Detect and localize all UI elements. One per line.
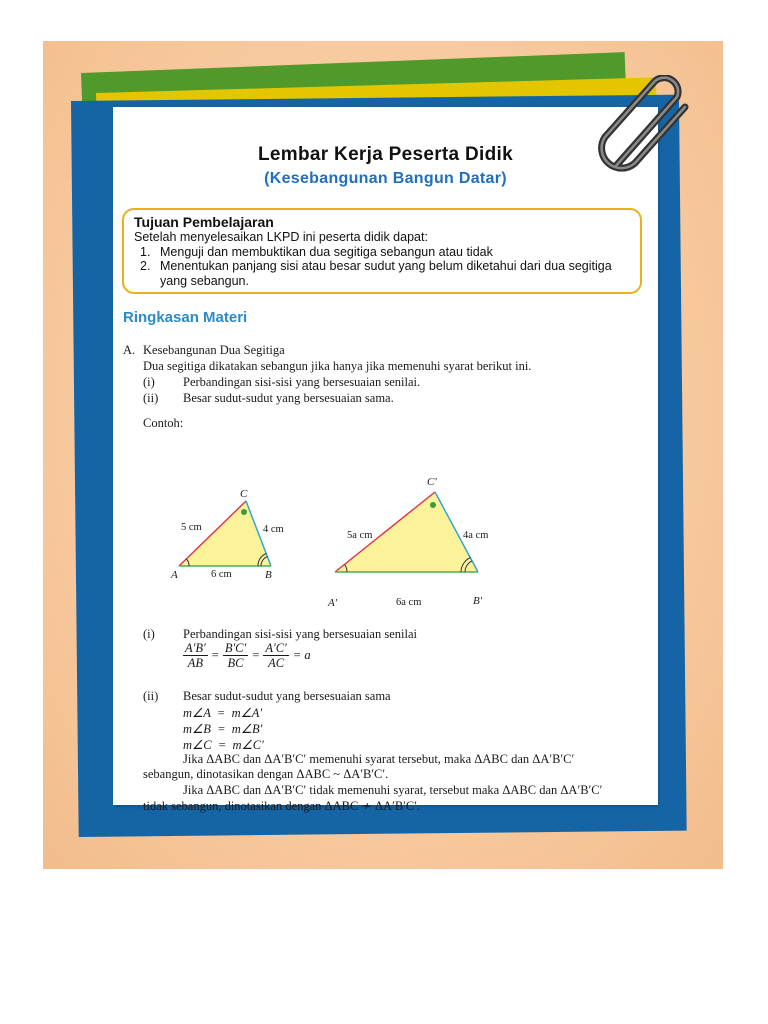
goal-item bbox=[134, 259, 630, 288]
explanation-ii-number: (ii) bbox=[143, 689, 159, 703]
vertex-label-a: A bbox=[171, 569, 178, 581]
angle-equality: m∠C = m∠C′ bbox=[183, 738, 264, 752]
goals-heading: Tujuan Pembelajaran bbox=[134, 214, 274, 230]
worksheet-title: Lembar Kerja Peserta Didik bbox=[258, 144, 513, 165]
goals-intro: Setelah menyelesaikan LKPD ini peserta didik dapat: bbox=[134, 230, 428, 244]
angle-equality: m∠A = m∠A′ bbox=[183, 706, 263, 720]
condition-number: (i) bbox=[143, 375, 155, 389]
summary-heading: Ringkasan Materi bbox=[123, 309, 248, 326]
condition-text: Besar sudut-sudut yang bersesuaian sama. bbox=[183, 391, 394, 405]
explanation-i-text: Perbandingan sisi-sisi yang bersesuaian senilai bbox=[183, 627, 417, 641]
side-label-b-prime-c-prime: 4a cm bbox=[463, 530, 489, 541]
goal-number: 2. bbox=[140, 259, 151, 273]
side-label-bc: 4 cm bbox=[263, 524, 284, 535]
paperclip-icon bbox=[595, 75, 703, 183]
goal-number: 1. bbox=[140, 244, 151, 259]
ratio-result: = a bbox=[292, 648, 311, 662]
worksheet-paper bbox=[113, 107, 658, 813]
side-ratio-equation: $\frac{A'B'}{AB}$ = $\frac{B'C'}{BC}$ = $\frac{A'C'}{AC}$ = a bbox=[185, 641, 311, 670]
vertex-label-c-prime: C′ bbox=[427, 476, 437, 488]
goal-item bbox=[134, 245, 630, 260]
section-label: A. bbox=[123, 343, 136, 357]
side-label-a-prime-c-prime: 5a cm bbox=[347, 530, 373, 541]
similar-triangles-figure bbox=[113, 427, 658, 577]
vertex-label-a-prime: A′ bbox=[328, 597, 338, 609]
side-label-a-prime-b-prime: 6a cm bbox=[396, 597, 422, 608]
ratio-fraction: $\frac{A'C'}{AC}$ bbox=[265, 641, 287, 670]
explanation-i-number: (i) bbox=[143, 627, 155, 641]
condition-text: Perbandingan sisi-sisi yang bersesuaian senilai. bbox=[183, 375, 421, 389]
side-label-ac: 5 cm bbox=[181, 522, 202, 533]
explanation-ii-text: Besar sudut-sudut yang bersesuaian sama bbox=[183, 689, 391, 703]
angle-equality: m∠B = m∠B′ bbox=[183, 722, 263, 736]
vertex-label-b-prime: B′ bbox=[473, 595, 483, 607]
not-similar-paragraph-line: Jika ΔABC dan ΔA′B′C′ tidak memenuhi syarat, tersebut maka ΔABC dan ΔA′B′C′ bbox=[183, 783, 603, 797]
goal-text: Menentukan panjang sisi atau besar sudut yang belum diketahui dari dua segitiga yang sebangun. bbox=[160, 259, 612, 288]
goal-text: Menguji dan membuktikan dua segitiga sebangun atau tidak bbox=[160, 244, 493, 259]
section-title: Kesebangunan Dua Segitiga bbox=[143, 343, 285, 357]
learning-goals-box bbox=[122, 208, 642, 294]
side-label-ab: 6 cm bbox=[211, 569, 232, 580]
similar-paragraph-line: sebangun, dinotasikan dengan ΔABC ~ ΔA′B′C′. bbox=[143, 767, 389, 781]
worksheet-subtitle: (Kesebangunan Bangun Datar) bbox=[264, 170, 507, 187]
vertex-label-c: C bbox=[240, 488, 248, 500]
background-canvas bbox=[43, 41, 723, 869]
ratio-fraction: $\frac{B'C'}{BC}$ bbox=[224, 641, 247, 670]
definition-text: Dua segitiga dikatakan sebangun jika hanya jika memenuhi syarat berikut ini. bbox=[143, 359, 532, 373]
example-label: Contoh: bbox=[143, 416, 184, 430]
ratio-fraction: $\frac{A'B'}{AB}$ bbox=[185, 641, 206, 670]
similar-paragraph-line: Jika ΔABC dan ΔA′B′C′ memenuhi syarat tersebut, maka ΔABC dan ΔA′B′C′ bbox=[183, 752, 575, 766]
not-similar-paragraph-line: tidak sebangun, dinotasikan dengan ΔABC ≁ ΔA′B′C′. bbox=[143, 799, 421, 813]
triangle-abc bbox=[179, 501, 271, 566]
vertex-label-b: B bbox=[265, 569, 272, 581]
condition-number: (ii) bbox=[143, 391, 159, 405]
